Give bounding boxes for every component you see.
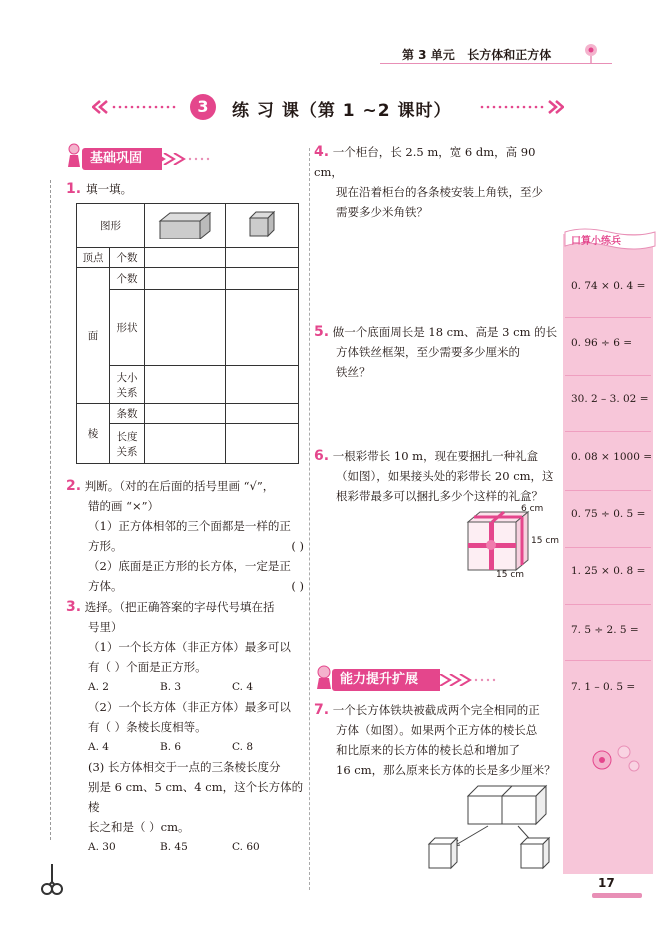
choice-options xyxy=(66,737,306,757)
table-cell: 个数 xyxy=(110,268,145,290)
calc-item: 7. 1 – 0. 5 = xyxy=(571,681,636,693)
answer-cell[interactable] xyxy=(145,404,226,424)
question-line: 一个长方体铁块被截成两个完全相同的正 xyxy=(332,703,540,717)
question-number: 3. xyxy=(66,599,82,615)
calc-item: 0. 96 ÷ 6 = xyxy=(571,337,633,349)
calc-divider xyxy=(565,660,651,661)
table-cell xyxy=(110,366,145,404)
banner-arrows-icon xyxy=(440,674,500,686)
calc-item: 0. 74 × 0. 4 = xyxy=(571,280,646,292)
item-text: 方形。 xyxy=(88,539,123,553)
question-text: 填一填。 xyxy=(86,182,133,196)
answer-cell[interactable] xyxy=(226,248,299,268)
girl-mascot-icon xyxy=(314,664,334,690)
table-cell: 面 xyxy=(77,268,110,404)
cell-text: 关系 xyxy=(116,386,138,399)
question-1 xyxy=(66,178,132,199)
question-line: 需要多少米角铁？ xyxy=(336,205,428,219)
answer-paren[interactable]: ( ) xyxy=(291,539,304,553)
cuboid-figure-cell xyxy=(145,204,226,248)
lesson-number-badge: 3 xyxy=(190,94,216,120)
choice-item-3-cont: 长之和是（ ）cm。 xyxy=(88,820,190,834)
option-a[interactable]: A. 30 xyxy=(88,841,116,853)
judge-item-1: （1）正方体相邻的三个面都是一样的正 xyxy=(88,519,291,533)
unit-number: 第 3 单元 xyxy=(402,48,455,62)
section-title-advanced: 能力提升扩展 xyxy=(340,672,419,687)
dim-label-right: 15 cm xyxy=(531,536,560,546)
flower-decoration-icon xyxy=(586,738,646,778)
cell-text: 大小 xyxy=(116,371,138,384)
calc-divider xyxy=(565,490,651,491)
table-cell: 棱 xyxy=(77,404,110,464)
question-5 xyxy=(314,322,562,382)
choice-options xyxy=(66,677,306,697)
calc-item: 0. 75 ÷ 0. 5 = xyxy=(571,508,646,520)
calc-item: 7. 5 ÷ 2. 5 = xyxy=(571,624,639,636)
banner-arrows-icon xyxy=(154,153,214,165)
option-b[interactable]: B. 3 xyxy=(160,681,182,693)
answer-cell[interactable] xyxy=(226,290,299,366)
lesson-title: 练 习 课（第 1 ~2 课时） xyxy=(232,101,452,121)
cube-figure-cell xyxy=(226,204,299,248)
title-arrows-right-icon xyxy=(478,99,564,115)
table-cell: 条数 xyxy=(110,404,145,424)
calc-divider xyxy=(565,431,651,432)
gift-box-figure xyxy=(466,508,532,574)
answer-cell[interactable] xyxy=(145,290,226,366)
shape-properties-table xyxy=(76,203,299,464)
cut-line xyxy=(50,180,51,840)
calc-item: 30. 2 – 3. 02 = xyxy=(571,393,649,405)
mental-math-title: 口算小练兵 xyxy=(571,236,621,247)
answer-cell[interactable] xyxy=(145,248,226,268)
table-cell: 顶点 xyxy=(77,248,110,268)
answer-cell[interactable] xyxy=(226,366,299,404)
option-a[interactable]: A. 4 xyxy=(88,741,109,753)
choice-item-1-cont: 有（ ）个面是正方形。 xyxy=(88,660,207,674)
cube-figure xyxy=(246,209,278,239)
dim-label-top: 6 cm xyxy=(521,504,544,514)
question-3 xyxy=(66,597,306,857)
question-number: 6. xyxy=(314,448,330,464)
question-7 xyxy=(314,700,562,780)
choice-item-2: （2）一个长方体（非正方体）最多可以 xyxy=(88,700,291,714)
dim-label-bottom: 15 cm xyxy=(496,570,525,580)
question-line: 现在沿着柜台的各条棱安装上角铁，至少 xyxy=(336,185,543,199)
question-line: 做一个底面周长是 18 cm、高是 3 cm 的长 xyxy=(332,325,558,339)
scissors-icon xyxy=(40,862,64,898)
option-b[interactable]: B. 6 xyxy=(160,741,182,753)
item-text: 方体。 xyxy=(88,579,123,593)
table-cell: 图形 xyxy=(77,204,145,248)
table-cell xyxy=(110,424,145,464)
judge-item-2: （2）底面是正方形的长方体，一定是正 xyxy=(88,559,291,573)
cuboid-cut-figure xyxy=(424,782,564,872)
question-number: 5. xyxy=(314,324,330,340)
answer-cell[interactable] xyxy=(145,366,226,404)
table-cell: 形状 xyxy=(110,290,145,366)
choice-item-1: （1）一个长方体（非正方体）最多可以 xyxy=(88,640,291,654)
option-c[interactable]: C. 8 xyxy=(232,741,254,753)
calc-divider xyxy=(565,375,651,376)
question-line: 一根彩带长 10 m，现在要捆扎一种礼盒 xyxy=(332,449,539,463)
choice-item-3: (3) 长方体相交于一点的三条棱长度分 xyxy=(88,760,281,774)
girl-mascot-icon xyxy=(66,142,82,168)
section-banner-advanced xyxy=(332,669,440,691)
judge-item-2-cont xyxy=(66,576,306,596)
table-cell: 个数 xyxy=(110,248,145,268)
option-a[interactable]: A. 2 xyxy=(88,681,109,693)
question-line: 一个柜台，长 2.5 m，宽 6 dm，高 90 cm， xyxy=(314,145,536,179)
option-c[interactable]: C. 4 xyxy=(232,681,254,693)
question-2 xyxy=(66,476,306,596)
choice-item-2-cont: 有（ ）条棱长度相等。 xyxy=(88,720,207,734)
question-number: 1. xyxy=(66,181,82,197)
cell-text: 长度 xyxy=(116,430,138,443)
calc-divider xyxy=(565,604,651,605)
calc-item: 1. 25 × 0. 8 = xyxy=(571,565,646,577)
section-title-basic: 基础巩固 xyxy=(90,151,143,166)
question-number: 2. xyxy=(66,478,82,494)
answer-cell[interactable] xyxy=(226,424,299,464)
page-number-bar xyxy=(592,893,642,898)
calc-divider xyxy=(565,317,651,318)
choice-item-3-cont: 别是 6 cm、5 cm、4 cm，这个长方体的棱 xyxy=(88,780,304,814)
question-line: 16 cm，那么原来长方体的长是多少厘米？ xyxy=(336,763,556,777)
question-text: 选择。（把正确答案的字母代号填在括 xyxy=(84,600,275,614)
column-divider xyxy=(309,148,310,890)
choice-options xyxy=(66,837,306,857)
question-number: 7. xyxy=(314,702,330,718)
question-line: （如图），如果接头处的彩带长 20 cm，这 xyxy=(336,469,554,483)
calc-divider xyxy=(565,547,651,548)
judge-item-1-cont xyxy=(66,536,306,556)
question-4 xyxy=(314,142,562,222)
question-line: 根彩带最多可以捆扎多少个这样的礼盒？ xyxy=(336,489,543,503)
answer-cell[interactable] xyxy=(226,404,299,424)
cell-text: 关系 xyxy=(116,445,138,458)
flower-icon xyxy=(578,40,604,64)
page-number: 17 xyxy=(598,876,615,890)
unit-title: 长方体和正方体 xyxy=(467,48,552,62)
calc-item: 0. 08 × 1000 = xyxy=(571,451,653,463)
option-b[interactable]: B. 45 xyxy=(160,841,188,853)
question-number: 4. xyxy=(314,144,330,160)
answer-paren[interactable]: ( ) xyxy=(291,579,304,593)
question-text: 号里） xyxy=(88,620,123,634)
answer-cell[interactable] xyxy=(226,268,299,290)
section-banner-basic xyxy=(82,148,162,170)
unit-header xyxy=(402,46,551,63)
answer-cell[interactable] xyxy=(145,424,226,464)
option-c[interactable]: C. 60 xyxy=(232,841,260,853)
question-line: 方体（如图）。如果两个正方体的棱长总 xyxy=(336,723,538,737)
question-line: 方体铁丝框架，至少需要多少厘米的 xyxy=(336,345,520,359)
mental-math-header xyxy=(563,228,657,250)
answer-cell[interactable] xyxy=(145,268,226,290)
title-arrows-left-icon xyxy=(92,99,180,115)
question-6 xyxy=(314,446,562,506)
mental-math-column xyxy=(563,234,653,874)
question-line: 铁丝？ xyxy=(336,365,371,379)
cuboid-figure xyxy=(157,209,213,239)
question-text: 判断。（对的在后面的括号里画 “√”， xyxy=(84,479,275,493)
question-line: 和比原来的长方体的棱长总和增加了 xyxy=(336,743,520,757)
question-text: 错的画 “×”） xyxy=(88,499,160,513)
